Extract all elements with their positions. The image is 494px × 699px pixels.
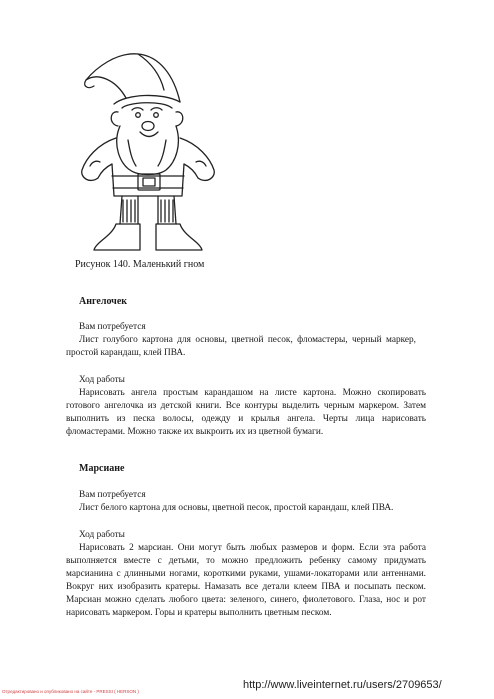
figure-caption: Рисунок 140. Маленький гном [75,259,205,270]
gnome-illustration [68,40,218,258]
steps-label-angel: Ход работы [79,375,125,385]
section-title-angel: Ангелочек [79,296,128,307]
section-title-martians: Марсиане [79,463,125,474]
needs-label-angel: Вам потребуется [79,322,146,332]
needs-label-martians: Вам потребуется [79,490,146,500]
steps-text-martians: Нарисовать 2 марсиан. Они могут быть любых размеров и форм. Если эта работа выполняется вместе с детьми, то можно предложить ребенку самому придумать марсианина с длинными ногами, короткими руками, ушами-локаторами или антеннами. Вокруг них изобразить кратеры. Намазать все детали клеем ПВА и посыпать песком. Марсиан можно сделать любого цвета: зеленого, синего, фиолетового. Глаза, нос и рот нарисовать маркером. Горы и кратеры выполнить цветным песком. [66,543,426,618]
footer-url-link[interactable]: http://www.liveinternet.ru/users/2709653/ [243,679,442,691]
gnome-drawing [68,40,218,258]
needs-text-martians: Лист белого картона для основы, цветной песок, простой карандаш, клей ПВА. [79,503,394,513]
footer-watermark: Отредактировано и опубликовано на сайте - PRESSI ( HERSON ) [2,689,139,694]
needs-text-angel: Лист голубого картона для основы, цветной песок, фломастеры, черный маркер, простой карандаш, клей ПВА. [66,335,416,358]
steps-label-martians: Ход работы [79,530,125,540]
steps-text-angel: Нарисовать ангела простым карандашом на листе картона. Можно скопировать готового ангелочка из детской книги. Все контуры выделить черным маркером. Затем выполнить из песка волосы, одежду и крылья ангела. Черты лица нарисовать фломастерами. Можно также их выкроить их из цветной бумаги. [66,388,426,437]
